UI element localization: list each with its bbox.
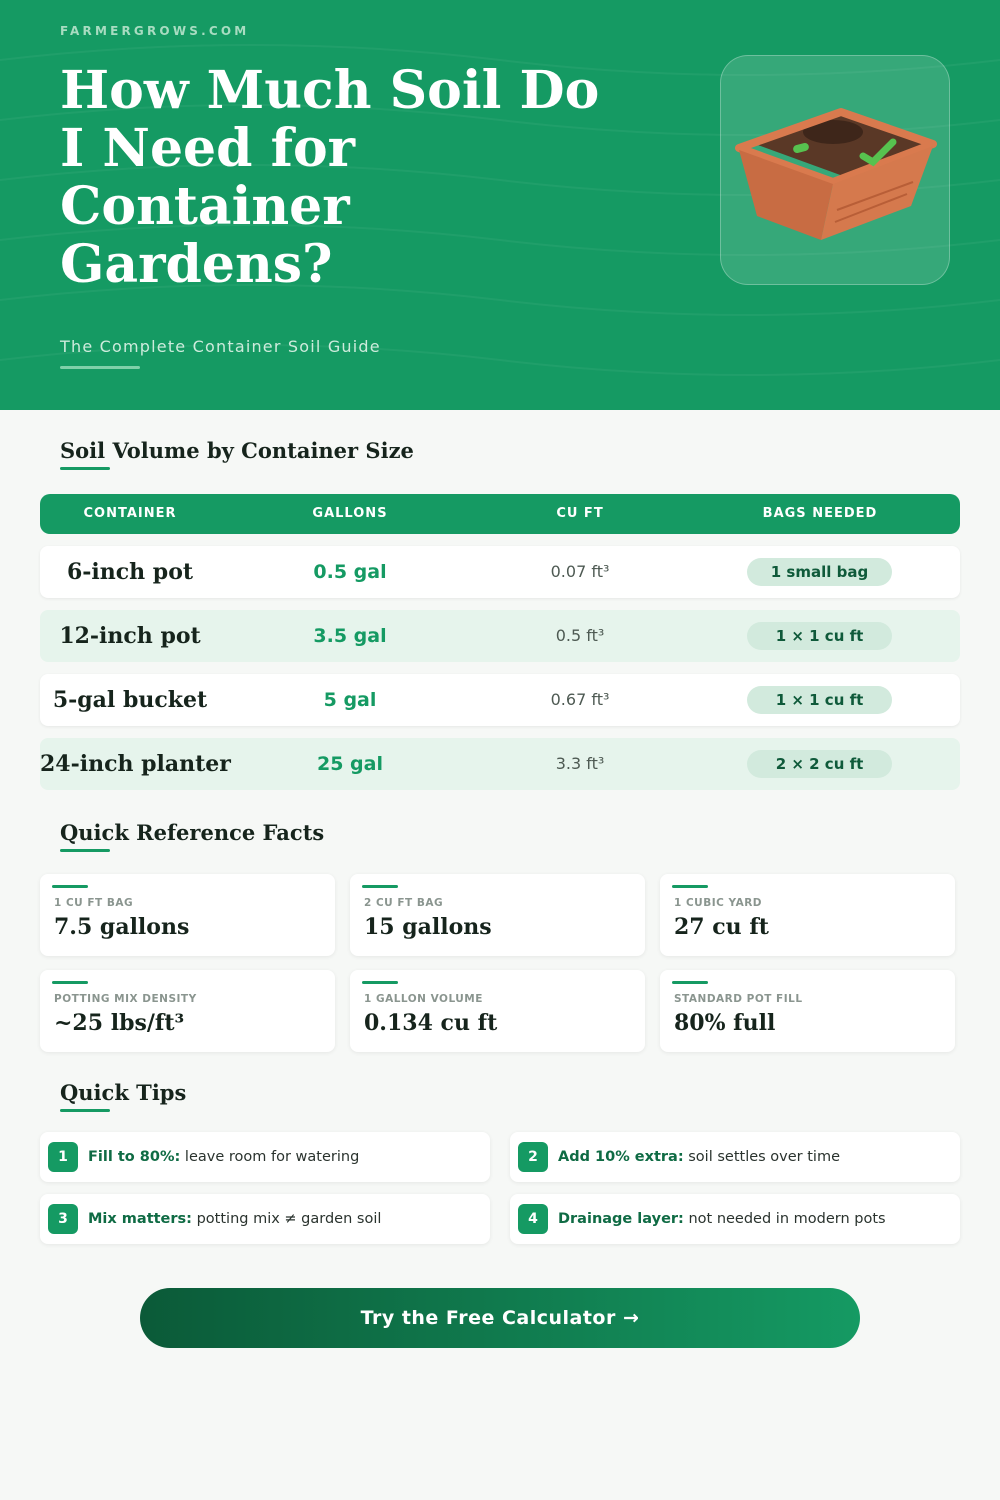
tip-number-badge: 2 xyxy=(518,1142,548,1172)
page-title: How Much Soil Do I Need for Container Gardens? xyxy=(60,60,600,295)
fact-value: 27 cu ft xyxy=(674,914,769,940)
section-underline xyxy=(60,1109,110,1112)
tip-keyword: Add 10% extra: xyxy=(558,1149,684,1165)
tip-description: leave room for watering xyxy=(180,1149,360,1165)
bags-needed-badge: 2 × 2 cu ft xyxy=(747,750,892,778)
cell-container: 24-inch planter xyxy=(40,751,231,777)
section-heading-soil-volume: Soil Volume by Container Size xyxy=(60,438,414,463)
section-underline xyxy=(60,467,110,470)
bags-needed-badge: 1 × 1 cu ft xyxy=(747,622,892,650)
planter-box-with-soil-icon xyxy=(733,106,939,246)
tip-description: soil settles over time xyxy=(683,1149,841,1165)
tip-text xyxy=(88,1194,381,1244)
fact-card xyxy=(40,874,335,956)
fact-accent-bar xyxy=(362,885,398,888)
fact-accent-bar xyxy=(52,885,88,888)
tip-item xyxy=(510,1132,960,1182)
fact-card xyxy=(350,874,645,956)
fact-card xyxy=(660,970,955,1052)
bags-needed-badge: 1 small bag xyxy=(747,558,892,586)
tip-item xyxy=(510,1194,960,1244)
fact-accent-bar xyxy=(672,885,708,888)
tip-keyword: Mix matters: xyxy=(88,1211,192,1227)
tip-description: not needed in modern pots xyxy=(683,1211,886,1227)
cell-container: 12-inch pot xyxy=(59,623,201,649)
table-row xyxy=(40,546,960,598)
cell-cu-ft: 3.3 ft³ xyxy=(555,754,605,773)
fact-value: 80% full xyxy=(674,1010,776,1036)
cell-container: 5-gal bucket xyxy=(52,687,208,713)
column-header-gallons: GALLONS xyxy=(312,506,388,521)
tip-text xyxy=(558,1132,840,1182)
section-heading-quick-reference: Quick Reference Facts xyxy=(60,820,325,845)
column-header-container: CONTAINER xyxy=(83,506,177,521)
section-underline xyxy=(60,849,110,852)
cell-gallons: 25 gal xyxy=(317,753,383,775)
cell-cu-ft: 0.5 ft³ xyxy=(555,626,605,645)
fact-label: 1 GALLON VOLUME xyxy=(364,993,483,1005)
tip-keyword: Drainage layer: xyxy=(558,1211,684,1227)
tip-text xyxy=(558,1194,886,1244)
site-name: FARMERGROWS.COM xyxy=(60,24,250,38)
tip-number-badge: 1 xyxy=(48,1142,78,1172)
tip-keyword: Fill to 80%: xyxy=(88,1149,181,1165)
hero-header xyxy=(0,0,1000,410)
cell-cu-ft: 0.07 ft³ xyxy=(550,562,610,581)
tip-text xyxy=(88,1132,359,1182)
table-row xyxy=(40,610,960,662)
fact-value: ~25 lbs/ft³ xyxy=(54,1010,185,1036)
fact-accent-bar xyxy=(672,981,708,984)
subtitle-underline xyxy=(60,366,140,369)
fact-label: 1 CU FT BAG xyxy=(54,897,134,909)
fact-card xyxy=(350,970,645,1052)
tip-item xyxy=(40,1194,490,1244)
tip-number-badge: 3 xyxy=(48,1204,78,1234)
table-row xyxy=(40,674,960,726)
fact-accent-bar xyxy=(362,981,398,984)
fact-accent-bar xyxy=(52,981,88,984)
fact-label: 1 CUBIC YARD xyxy=(674,897,762,909)
section-heading-quick-tips: Quick Tips xyxy=(60,1080,187,1105)
cell-gallons: 5 gal xyxy=(323,689,377,711)
cell-cu-ft: 0.67 ft³ xyxy=(550,690,610,709)
cell-container: 6-inch pot xyxy=(66,559,194,585)
table-row xyxy=(40,738,960,790)
column-header-cu-ft: CU FT xyxy=(556,506,604,521)
hero-image-card xyxy=(720,55,950,285)
tip-item xyxy=(40,1132,490,1182)
tip-number-badge: 4 xyxy=(518,1204,548,1234)
cell-gallons: 3.5 gal xyxy=(313,625,387,647)
table-header xyxy=(40,494,960,534)
bags-needed-badge: 1 × 1 cu ft xyxy=(747,686,892,714)
fact-value: 0.134 cu ft xyxy=(364,1010,498,1036)
fact-label: POTTING MIX DENSITY xyxy=(54,993,197,1005)
free-calculator-button[interactable]: Try the Free Calculator → xyxy=(140,1288,860,1348)
tip-description: potting mix ≠ garden soil xyxy=(191,1211,382,1227)
fact-label: 2 CU FT BAG xyxy=(364,897,444,909)
cell-gallons: 0.5 gal xyxy=(313,561,387,583)
fact-value: 7.5 gallons xyxy=(54,914,190,940)
fact-label: STANDARD POT FILL xyxy=(674,993,803,1005)
column-header-bags-needed: BAGS NEEDED xyxy=(762,506,878,521)
fact-card xyxy=(40,970,335,1052)
fact-value: 15 gallons xyxy=(364,914,492,940)
page-subtitle: The Complete Container Soil Guide xyxy=(60,337,381,356)
fact-card xyxy=(660,874,955,956)
